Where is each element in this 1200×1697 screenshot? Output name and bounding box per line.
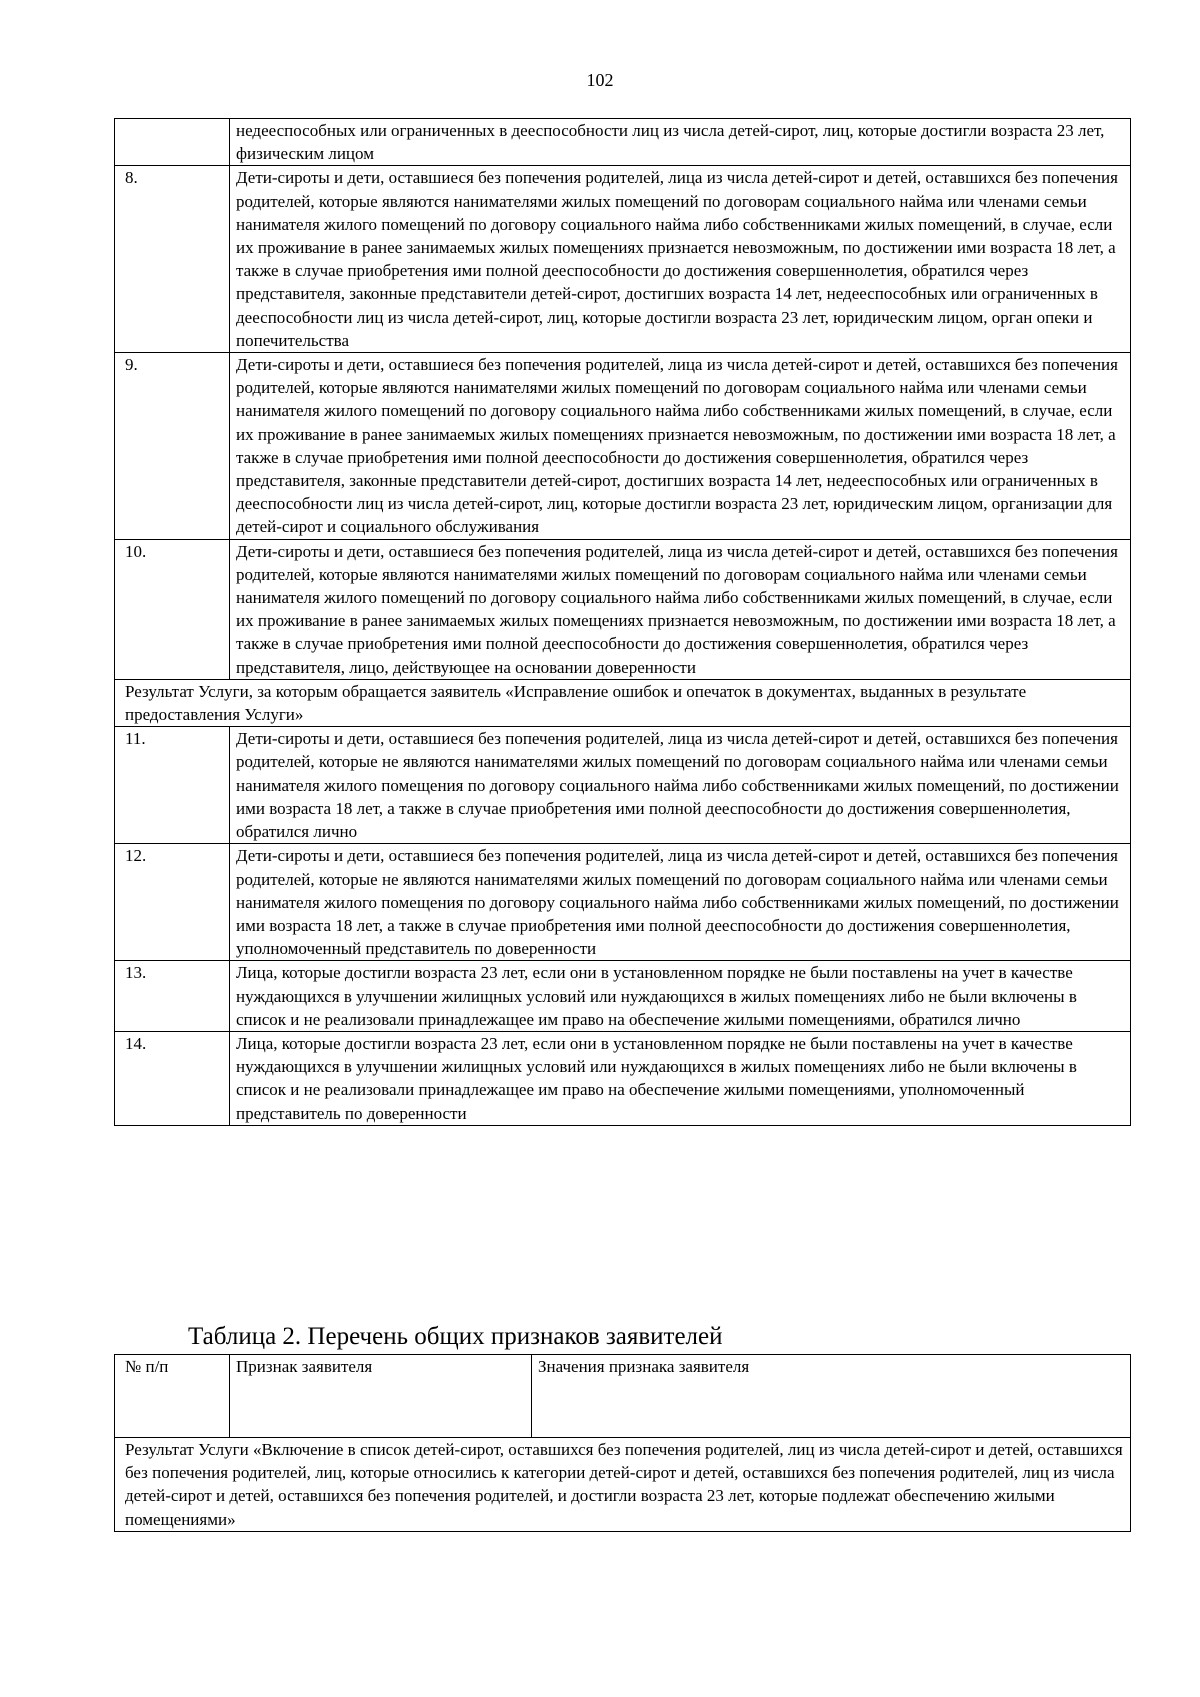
row-description: недееспособных или ограниченных в дееспособности лиц из числа детей-сирот, лиц, которые достигли возраста 23 лет, физическим лицом xyxy=(230,119,1131,166)
table-row xyxy=(115,961,1131,1032)
applicant-variants-table xyxy=(114,118,1131,1126)
table-header-row xyxy=(115,1355,1131,1438)
row-number xyxy=(115,119,230,166)
column-header-values: Значения признака заявителя xyxy=(532,1355,1131,1438)
row-number: 12. xyxy=(115,844,230,961)
row-number: 11. xyxy=(115,727,230,844)
table-row xyxy=(115,727,1131,844)
row-description: Дети-сироты и дети, оставшиеся без попечения родителей, лица из числа детей-сирот и детей, оставшихся без попечения родителей, которые являются нанимателями жилых помещений по договорам социального найма или членами семьи нанимателя жилого помещений по договору социального найма либо собственниками жилых помещений, в случае, если их проживание в ранее занимаемых жилых помещениях признается невозможным, по достижении ими возраста 18 лет, а также в случае приобретения ими полной дееспособности до достижения совершеннолетия, обратился через представителя, законные представители детей-сирот, достигших возраста 14 лет, недееспособных или ограниченных в дееспособности лиц из числа детей-сирот, лиц, которые достигли возраста 23 лет, юридическим лицом, организации для детей-сирот и социального обслуживания xyxy=(230,353,1131,540)
table-row xyxy=(115,844,1131,961)
row-number: 14. xyxy=(115,1031,230,1125)
table-row xyxy=(115,1031,1131,1125)
row-description: Лица, которые достигли возраста 23 лет, если они в установленном порядке не были поставлены на учет в качестве нуждающихся в улучшении жилищных условий или нуждающихся в жилых помещениях либо не были включены в список и не реализовали принадлежащее им право на обеспечение жилыми помещениями, обратился лично xyxy=(230,961,1131,1032)
table-row xyxy=(115,166,1131,353)
common-attributes-table xyxy=(114,1354,1131,1532)
section-header-row xyxy=(115,1438,1131,1532)
table-row xyxy=(115,119,1131,166)
row-description: Дети-сироты и дети, оставшиеся без попечения родителей, лица из числа детей-сирот и детей, оставшихся без попечения родителей, которые не являются нанимателями жилых помещений по договорам социального найма или членами семьи нанимателя жилого помещения по договору социального найма либо собственниками жилых помещений, по достижении ими возраста 18 лет, а также в случае приобретения ими полной дееспособности до достижения совершеннолетия, обратился лично xyxy=(230,727,1131,844)
row-description: Дети-сироты и дети, оставшиеся без попечения родителей, лица из числа детей-сирот и детей, оставшихся без попечения родителей, которые являются нанимателями жилых помещений по договорам социального найма или членами семьи нанимателя жилого помещений по договору социального найма либо собственниками жилых помещений, в случае, если их проживание в ранее занимаемых жилых помещениях признается невозможным, по достижении ими возраста 18 лет, а также в случае приобретения ими полной дееспособности до достижения совершеннолетия, обратился через представителя, лицо, действующее на основании доверенности xyxy=(230,539,1131,679)
row-number: 8. xyxy=(115,166,230,353)
section-header: Результат Услуги, за которым обращается заявитель «Исправление ошибок и опечаток в документах, выданных в результате предоставления Услуги» xyxy=(115,679,1131,726)
section-header: Результат Услуги «Включение в список детей-сирот, оставшихся без попечения родителей, лиц из числа детей-сирот и детей, оставшихся без попечения родителей, лиц, которые относились к категории детей-сирот и детей, оставшихся без попечения родителей, лиц из числа детей-сирот и детей, оставшихся без попечения родителей, и достигли возраста 23 лет, которые подлежат обеспечению жилыми помещениями» xyxy=(115,1438,1131,1532)
row-number: 10. xyxy=(115,539,230,679)
column-header-attribute: Признак заявителя xyxy=(230,1355,532,1438)
row-description: Дети-сироты и дети, оставшиеся без попечения родителей, лица из числа детей-сирот и детей, оставшихся без попечения родителей, которые не являются нанимателями жилых помещений по договорам социального найма или членами семьи нанимателя жилого помещения по договору социального найма либо собственниками жилых помещений, по достижении ими возраста 18 лет, а также в случае приобретения ими полной дееспособности до достижения совершеннолетия, уполномоченный представитель по доверенности xyxy=(230,844,1131,961)
row-description: Дети-сироты и дети, оставшиеся без попечения родителей, лица из числа детей-сирот и детей, оставшихся без попечения родителей, которые являются нанимателями жилых помещений по договорам социального найма или членами семьи нанимателя жилого помещений по договору социального найма либо собственниками жилых помещений, в случае, если их проживание в ранее занимаемых жилых помещениях признается невозможным, по достижении ими возраста 18 лет, а также в случае приобретения ими полной дееспособности до достижения совершеннолетия, обратился через представителя, законные представители детей-сирот, достигших возраста 14 лет, недееспособных или ограниченных в дееспособности лиц из числа детей-сирот, лиц, которые достигли возраста 23 лет, юридическим лицом, орган опеки и попечительства xyxy=(230,166,1131,353)
section-header-row xyxy=(115,679,1131,726)
table2-title: Таблица 2. Перечень общих признаков заявителей xyxy=(188,1323,723,1350)
row-number: 13. xyxy=(115,961,230,1032)
row-number: 9. xyxy=(115,353,230,540)
row-description: Лица, которые достигли возраста 23 лет, если они в установленном порядке не были поставлены на учет в качестве нуждающихся в улучшении жилищных условий или нуждающихся в жилых помещениях либо не были включены в список и не реализовали принадлежащее им право на обеспечение жилыми помещениями, уполномоченный представитель по доверенности xyxy=(230,1031,1131,1125)
column-header-number: № п/п xyxy=(115,1355,230,1438)
table-row xyxy=(115,539,1131,679)
table-row xyxy=(115,353,1131,540)
page-number: 102 xyxy=(586,70,614,90)
